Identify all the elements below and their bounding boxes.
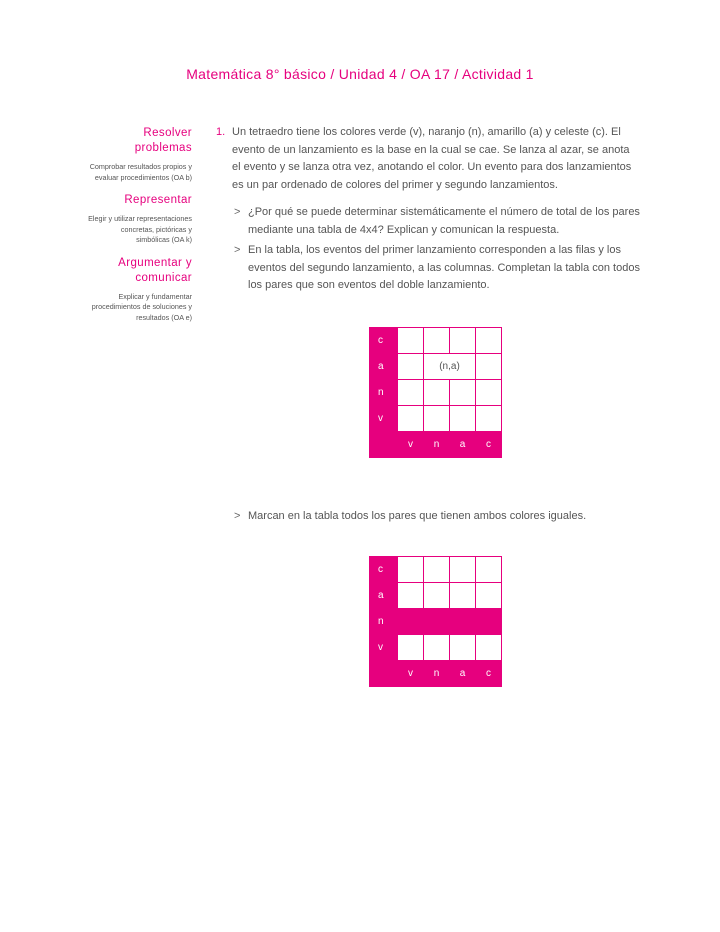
skill-argumentar-comunicar: [86, 256, 192, 324]
row-label: v: [370, 406, 398, 432]
table-cell[interactable]: [450, 557, 476, 583]
table-row: [370, 380, 502, 406]
skills-sidebar: [86, 126, 192, 333]
highlighted-cell[interactable]: [398, 609, 502, 635]
column-label-row: [370, 661, 502, 687]
table-row: [370, 557, 502, 583]
table-cell[interactable]: [476, 354, 502, 380]
table-cell[interactable]: [450, 635, 476, 661]
table-cell[interactable]: [424, 557, 450, 583]
corner-cell: [370, 661, 398, 687]
table-cell[interactable]: [476, 557, 502, 583]
table-cell[interactable]: [450, 406, 476, 432]
table-row: [370, 635, 502, 661]
skill-heading: Argumentar y comunicar: [118, 256, 192, 284]
column-label: n: [424, 432, 450, 458]
column-label: v: [398, 661, 424, 687]
activity-question: [216, 124, 640, 194]
table-cell[interactable]: [450, 328, 476, 354]
table-cell[interactable]: [424, 380, 450, 406]
item-text: En la tabla, los eventos del primer lanzamiento corresponden a las filas y los eventos del segundo lanzamiento, a las columnas. Completan la tabla con todos los pares que son eventos del doble lanzamiento.: [248, 244, 640, 291]
column-label-row: [370, 432, 502, 458]
row-label: a: [370, 354, 398, 380]
column-label: v: [398, 432, 424, 458]
table-row: [370, 354, 502, 380]
activity-items: [234, 204, 640, 295]
skill-heading: Resolver problemas: [134, 127, 192, 154]
table-cell-pair[interactable]: (n,a): [424, 354, 476, 380]
table-cell[interactable]: [476, 328, 502, 354]
pairs-table-marked: [369, 556, 502, 687]
table-cell[interactable]: [398, 635, 424, 661]
chevron-right-icon: >: [234, 206, 241, 218]
table-cell[interactable]: [476, 635, 502, 661]
table-cell[interactable]: [398, 557, 424, 583]
table-cell[interactable]: [398, 328, 424, 354]
row-label: n: [370, 609, 398, 635]
row-label: c: [370, 557, 398, 583]
page-title: Matemática 8° básico / Unidad 4 / OA 17 / Actividad 1: [186, 66, 534, 82]
column-label: n: [424, 661, 450, 687]
table-row-highlighted: [370, 609, 502, 635]
table-row: [370, 328, 502, 354]
table-row: [370, 406, 502, 432]
activity-content: [216, 124, 640, 298]
column-label: c: [476, 432, 502, 458]
skill-description: Explicar y fundamentar procedimientos de soluciones y resultados (OA e): [91, 291, 192, 322]
table-cell[interactable]: [398, 406, 424, 432]
skill-description: Elegir y utilizar representaciones concretas, pictóricas y simbólicas (OA k): [88, 214, 192, 244]
table-cell[interactable]: [476, 583, 502, 609]
skill-representar: [86, 193, 192, 246]
question-statement: Un tetraedro tiene los colores verde (v), naranjo (n), amarillo (a) y celeste (c). El evento de un lanzamiento es la base en la cual se cae. Se lanza al azar, se anota el evento y se lanza otra vez, anotando el color. Un evento para dos lanzamientos es un par ordenado de colores del primer y segundo lanzamientos.: [232, 126, 632, 191]
table-cell[interactable]: [424, 583, 450, 609]
corner-cell: [370, 432, 398, 458]
skill-resolver-problemas: [86, 126, 192, 183]
table-cell[interactable]: [476, 406, 502, 432]
table-row: [370, 583, 502, 609]
column-label: a: [450, 661, 476, 687]
column-label: a: [450, 432, 476, 458]
row-label: n: [370, 380, 398, 406]
table-cell[interactable]: [424, 635, 450, 661]
list-item: [234, 508, 654, 525]
row-label: a: [370, 583, 398, 609]
skill-heading: Representar: [124, 194, 192, 206]
table-cell[interactable]: [398, 380, 424, 406]
table-cell[interactable]: [476, 380, 502, 406]
table-cell[interactable]: [424, 328, 450, 354]
item-text: ¿Por qué se puede determinar sistemáticamente el número de total de los pares mediante una tabla de 4x4? Explican y comunican la respuesta.: [248, 206, 640, 236]
pairs-table: [369, 327, 502, 458]
chevron-right-icon: >: [234, 510, 241, 522]
list-item: [234, 204, 640, 239]
column-label: c: [476, 661, 502, 687]
row-label: v: [370, 635, 398, 661]
list-item: [234, 242, 640, 295]
question-number: 1.: [216, 126, 226, 138]
chevron-right-icon: >: [234, 244, 241, 256]
item-text: Marcan en la tabla todos los pares que tienen ambos colores iguales.: [248, 510, 587, 522]
row-label: c: [370, 328, 398, 354]
table-cell[interactable]: [424, 406, 450, 432]
table-cell[interactable]: [450, 380, 476, 406]
table-cell[interactable]: [450, 583, 476, 609]
table-cell[interactable]: [398, 354, 424, 380]
skill-description: Comprobar resultados propios y evaluar procedimientos (OA b): [89, 162, 192, 182]
table-cell[interactable]: [398, 583, 424, 609]
